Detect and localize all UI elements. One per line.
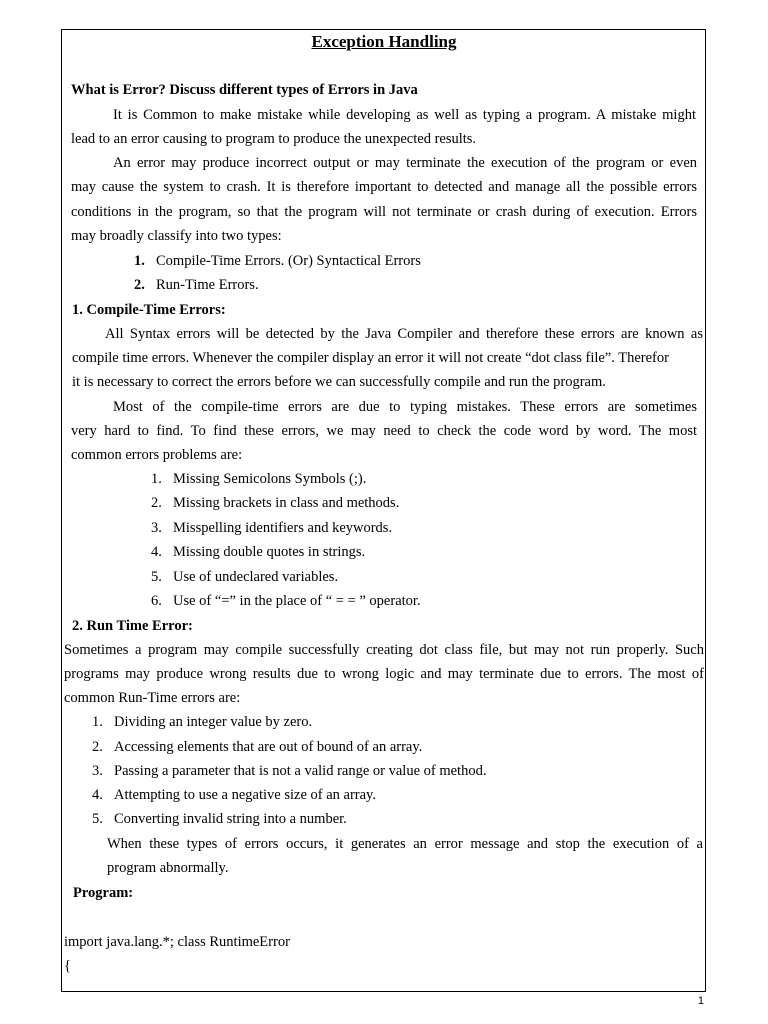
list-text: Missing Semicolons Symbols (;). (173, 471, 367, 487)
runtime-line: Sometimes a program may compile successfully creating dot class file, but may not run properly. Such (64, 642, 704, 658)
list-number: 1. (134, 253, 145, 269)
list-item (92, 810, 347, 828)
intro-line: An error may produce incorrect output or may terminate the execution of the program or even (113, 155, 697, 171)
compile-line: Most of the compile-time errors are due to typing mistakes. These errors are sometimes (113, 399, 697, 415)
list-item (151, 470, 366, 488)
page-title: Exception Handling (311, 32, 457, 51)
list-text: Missing double quotes in strings. (173, 544, 366, 560)
list-text: Misspelling identifiers and keywords. (173, 520, 393, 536)
compile-heading: 1. Compile-Time Errors: (72, 302, 226, 318)
list-text: Accessing elements that are out of bound of an array. (114, 739, 423, 755)
list-text: Run-Time Errors. (156, 277, 259, 293)
compile-line: All Syntax errors will be detected by the Java Compiler and therefore these errors are known as (105, 326, 703, 342)
code-line: import java.lang.*; class RuntimeError (64, 934, 290, 950)
list-item (92, 786, 376, 804)
runtime-line: programs may produce wrong results due to wrong logic and may terminate due to errors. The most of (64, 666, 704, 682)
page-number: 1 (697, 995, 704, 1007)
list-number: 4. (151, 544, 162, 560)
compile-line: it is necessary to correct the errors before we can successfully compile and run the program. (72, 374, 606, 390)
list-item (151, 494, 399, 512)
compile-line: very hard to find. To find these errors, we may need to check the code word by word. The most (71, 423, 697, 439)
list-number: 5. (92, 811, 103, 827)
list-text: Attempting to use a negative size of an array. (114, 787, 376, 803)
list-item (151, 592, 421, 610)
list-number: 2. (134, 277, 145, 293)
list-number: 2. (92, 739, 103, 755)
list-text: Converting invalid string into a number. (114, 811, 347, 827)
intro-line: may broadly classify into two types: (71, 228, 282, 244)
list-item (151, 543, 365, 561)
list-text: Passing a parameter that is not a valid range or value of method. (114, 763, 487, 779)
list-item (151, 568, 338, 586)
code-line: { (64, 958, 71, 974)
compile-line: common errors problems are: (71, 447, 243, 463)
list-text: Dividing an integer value by zero. (114, 714, 313, 730)
list-item (134, 252, 421, 270)
list-number: 3. (92, 763, 103, 779)
compile-line: compile time errors. Whenever the compiler display an error it will not create “dot class file”. Therefor (72, 350, 669, 366)
intro-line: may cause the system to crash. It is therefore important to detected and manage all the possible errors (71, 179, 697, 195)
list-number: 5. (151, 569, 162, 585)
list-item (92, 762, 486, 780)
list-text: Use of undeclared variables. (173, 569, 339, 585)
list-item (151, 519, 392, 537)
list-text: Use of “=” in the place of “ = = ” operator. (173, 593, 421, 609)
intro-line: It is Common to make mistake while developing as well as typing a program. A mistake might (113, 107, 696, 123)
question-heading: What is Error? Discuss different types of Errors in Java (71, 82, 418, 98)
list-text: Missing brackets in class and methods. (173, 495, 400, 511)
list-number: 4. (92, 787, 103, 803)
runtime-heading: 2. Run Time Error: (72, 618, 193, 634)
list-item (92, 738, 422, 756)
list-number: 1. (92, 714, 103, 730)
runtime-closing-line: When these types of errors occurs, it generates an error message and stop the execution of a (107, 836, 703, 852)
program-heading: Program: (73, 885, 134, 901)
list-number: 1. (151, 471, 162, 487)
list-item (92, 713, 312, 731)
runtime-closing-line: program abnormally. (107, 860, 229, 876)
intro-line: conditions in the program, so that the program will not terminate or crash during of execution. Errors (71, 204, 697, 220)
list-text: Compile-Time Errors. (Or) Syntactical Errors (156, 253, 421, 269)
list-item (134, 276, 259, 294)
list-number: 2. (151, 495, 162, 511)
intro-line: lead to an error causing to program to produce the unexpected results. (71, 131, 477, 147)
list-number: 3. (151, 520, 162, 536)
runtime-line: common Run-Time errors are: (64, 690, 241, 706)
list-number: 6. (151, 593, 162, 609)
